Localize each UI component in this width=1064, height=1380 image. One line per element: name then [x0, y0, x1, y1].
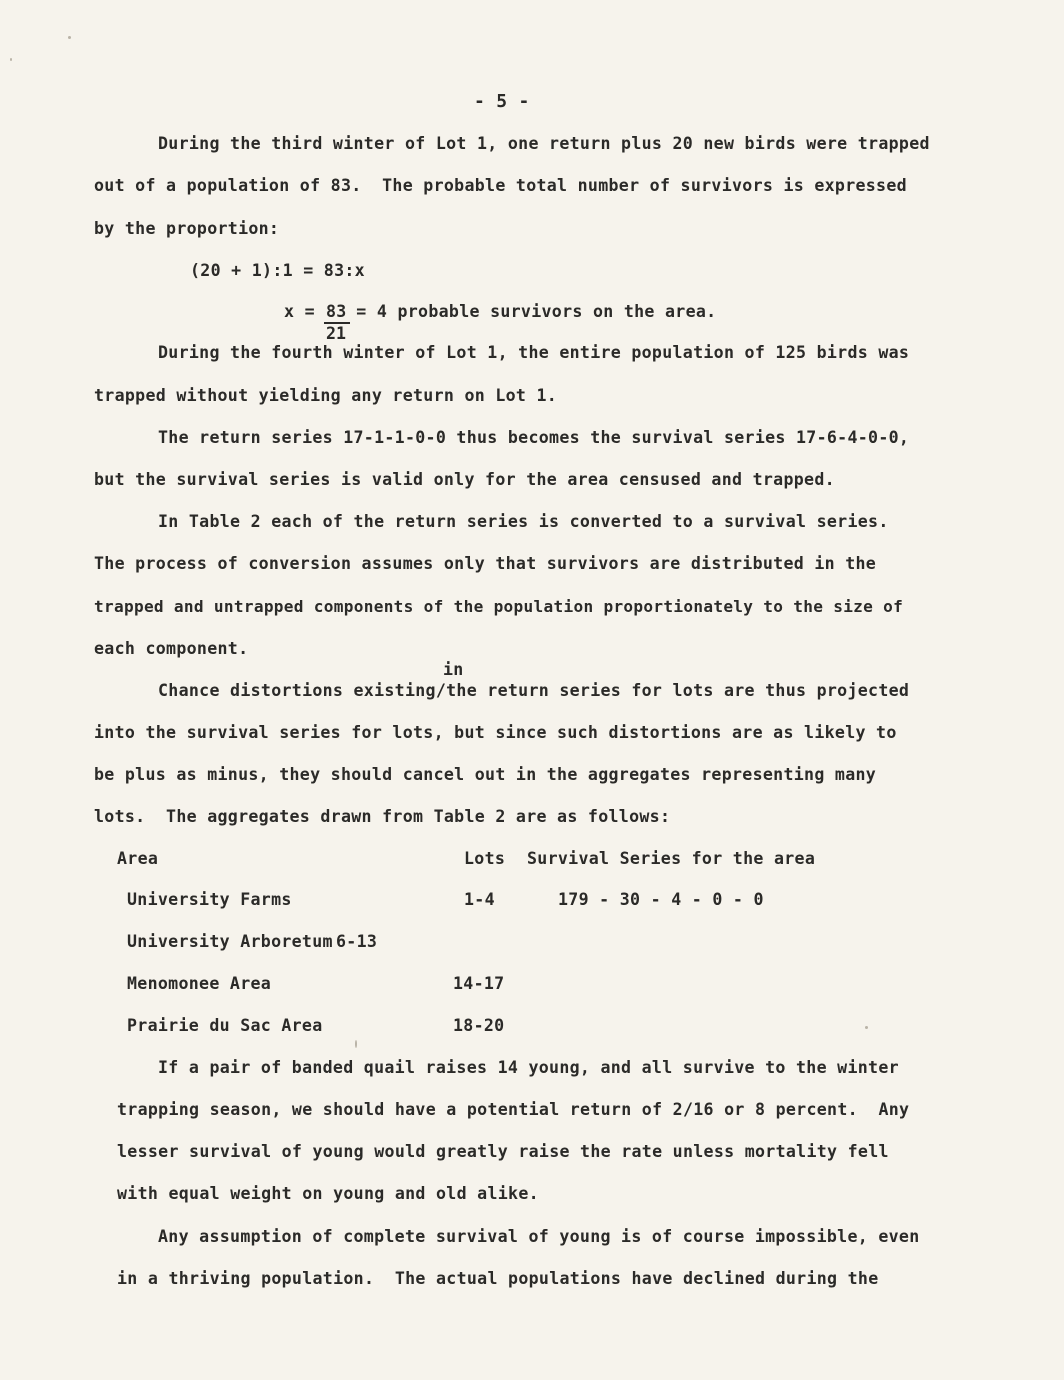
para1-line2: out of a population of 83. The probable total number of survivors is expressed: [94, 176, 907, 195]
para5-line3: be plus as minus, they should cancel out in the aggregates representing many: [94, 765, 877, 784]
equation-denominator: 21: [326, 324, 346, 343]
equation-proportion: (20 + 1):1 = 83:x: [190, 261, 365, 280]
table-header-series: Survival Series for the area: [527, 849, 816, 868]
table-row-area: Menomonee Area: [127, 974, 272, 993]
table-row-lots: 1-4: [464, 890, 495, 909]
table-header-lots: Lots: [464, 849, 506, 868]
table-row-area: Prairie du Sac Area: [127, 1016, 323, 1035]
para6-line3: lesser survival of young would greatly raise the rate unless mortality fell: [117, 1142, 889, 1161]
para3-line1: The return series 17-1-1-0-0 thus becomes the survival series 17-6-4-0-0,: [158, 428, 910, 447]
para6-line2: trapping season, we should have a potential return of 2/16 or 8 percent. Any: [117, 1100, 910, 1119]
table-row-lots: 14-17: [453, 974, 505, 993]
para7-line2: in a thriving population. The actual populations have declined during the: [117, 1269, 879, 1288]
paper-speck: [865, 1026, 868, 1029]
para5-line1: Chance distortions existing/the return series for lots are thus projected: [158, 681, 910, 700]
para2-line1: During the fourth winter of Lot 1, the entire population of 125 birds was: [158, 343, 910, 362]
para2-line2: trapped without yielding any return on Lot 1.: [94, 386, 558, 405]
para6-line1: If a pair of banded quail raises 14 young, and all survive to the winter: [158, 1058, 899, 1077]
para5-line2: into the survival series for lots, but since such distortions are as likely to: [94, 723, 897, 742]
table-row-area: University Arboretum: [127, 932, 333, 951]
para4-line1: In Table 2 each of the return series is converted to a survival series.: [158, 512, 889, 531]
equation-left: x =: [284, 302, 326, 321]
equation-right: = 4 probable survivors on the area.: [346, 302, 717, 321]
para4-line4: each component.: [94, 639, 249, 658]
para4-line2: The process of conversion assumes only that survivors are distributed in the: [94, 554, 877, 573]
table-header-area: Area: [117, 849, 159, 868]
paper-speck: [10, 58, 12, 61]
paper-speck: [355, 1040, 357, 1048]
paper-speck: [68, 36, 71, 39]
table-row-area: University Farms: [127, 890, 292, 909]
table-row-lots: 18-20: [453, 1016, 505, 1035]
para6-line4: with equal weight on young and old alike.: [117, 1184, 539, 1203]
para7-line1: Any assumption of complete survival of young is of course impossible, even: [158, 1227, 920, 1246]
para3-line2: but the survival series is valid only for the area censused and trapped.: [94, 470, 835, 489]
page-number: - 5 -: [474, 91, 530, 112]
equation-numerator: 83: [326, 302, 347, 321]
para1-line3: by the proportion:: [94, 219, 280, 238]
insert-word: in: [443, 660, 464, 679]
table-row-series: 179 - 30 - 4 - 0 - 0: [558, 890, 764, 909]
table-row-lots: 6-13: [336, 932, 378, 951]
para4-line3: trapped and untrapped components of the population proportionately to the size of: [94, 597, 904, 616]
para1-line1: During the third winter of Lot 1, one return plus 20 new birds were trapped: [158, 134, 930, 153]
para5-line4: lots. The aggregates drawn from Table 2 are as follows:: [94, 807, 671, 826]
